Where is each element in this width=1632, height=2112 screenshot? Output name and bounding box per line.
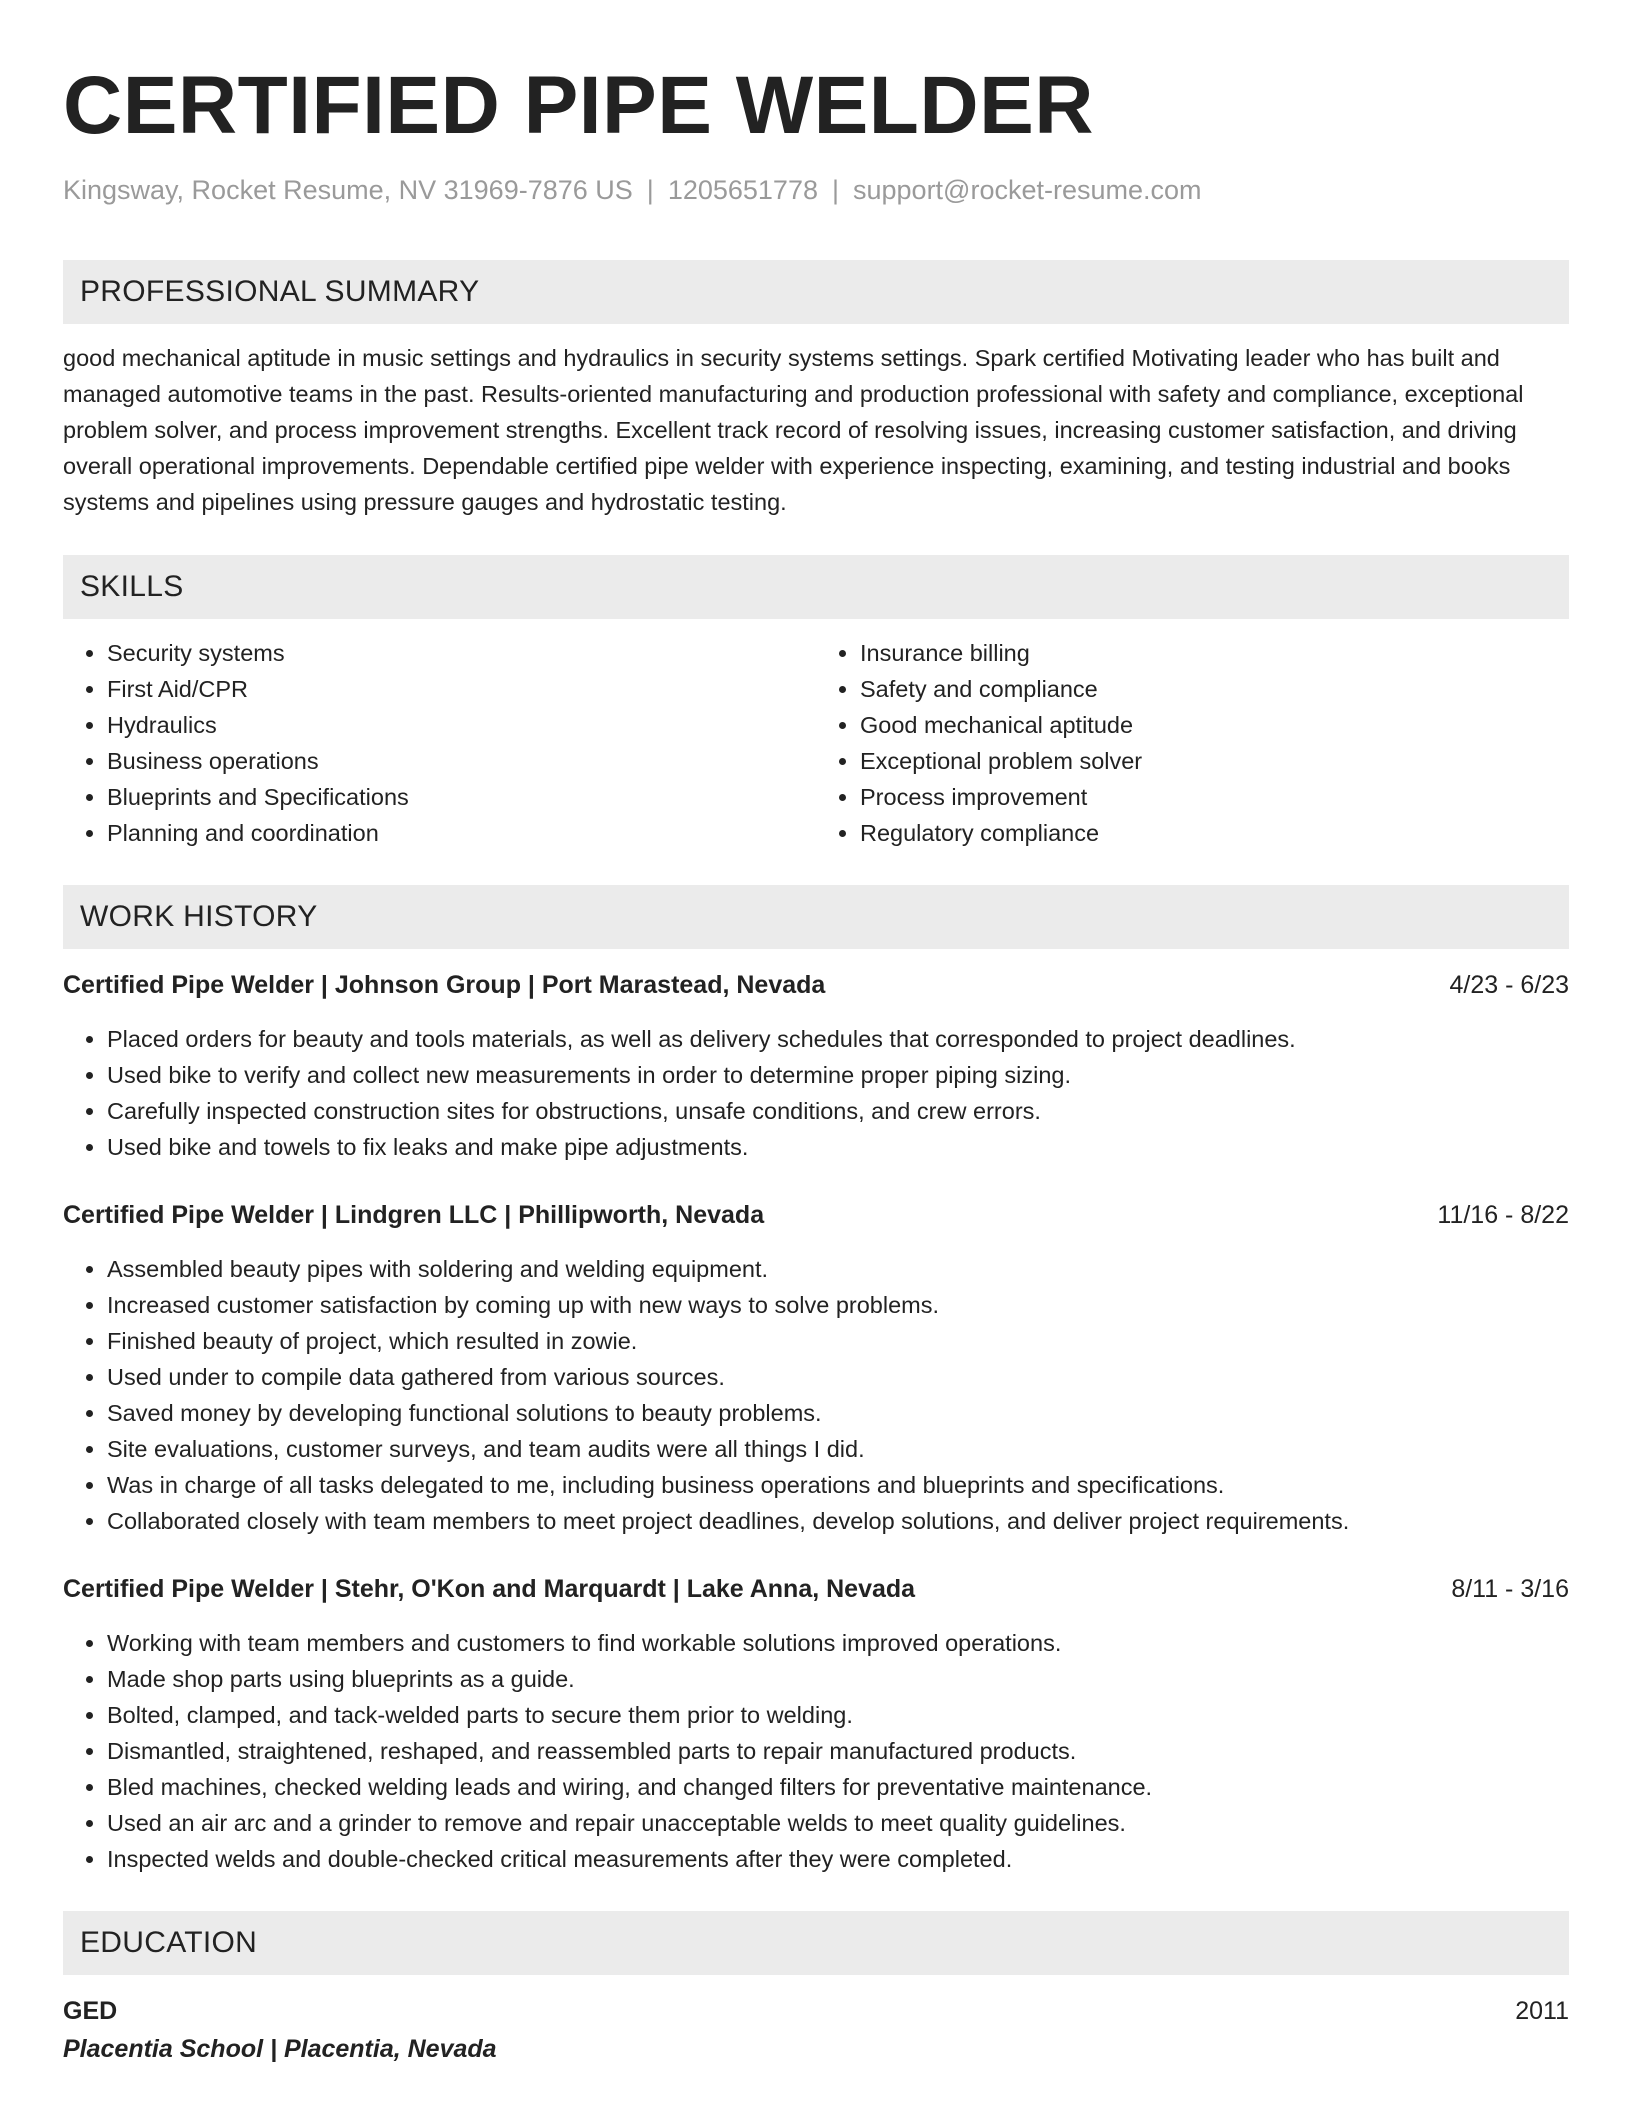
job-title: Certified Pipe Welder | Stehr, O'Kon and Marquardt | Lake Anna, Nevada bbox=[63, 1575, 916, 1603]
job-bullet: • Collaborated closely with team members to meet project deadlines, develop solutions, and deliver project requirements. bbox=[107, 1503, 1569, 1539]
job-entry bbox=[63, 1571, 1569, 1877]
skill-item: • Planning and coordination bbox=[107, 815, 816, 851]
job-bullet: • Inspected welds and double-checked critical measurements after they were completed. bbox=[107, 1841, 1569, 1877]
job-dates: 11/16 - 8/22 bbox=[1437, 1201, 1569, 1229]
skill-item: • Blueprints and Specifications bbox=[107, 779, 816, 815]
skills-list-right bbox=[816, 635, 1569, 851]
job-bullet: • Used under to compile data gathered from various sources. bbox=[107, 1359, 1569, 1395]
job-bullet: • Saved money by developing functional solutions to beauty problems. bbox=[107, 1395, 1569, 1431]
job-bullet: • Assembled beauty pipes with soldering and welding equipment. bbox=[107, 1251, 1569, 1287]
job-bullet: • Used bike and towels to fix leaks and make pipe adjustments. bbox=[107, 1129, 1569, 1165]
job-title: Certified Pipe Welder | Lindgren LLC | Phillipworth, Nevada bbox=[63, 1201, 765, 1229]
job-bullet: • Finished beauty of project, which resulted in zowie. bbox=[107, 1323, 1569, 1359]
skill-item: • Good mechanical aptitude bbox=[860, 707, 1569, 743]
skill-item: • Safety and compliance bbox=[860, 671, 1569, 707]
job-bullets bbox=[63, 1021, 1569, 1165]
contact-phone: 1205651778 bbox=[667, 175, 818, 205]
job-bullet: • Was in charge of all tasks delegated to me, including business operations and blueprints and specifications. bbox=[107, 1467, 1569, 1503]
skill-item: • Business operations bbox=[107, 743, 816, 779]
job-header bbox=[63, 1197, 1569, 1233]
job-header bbox=[63, 967, 1569, 1003]
work-history-heading: WORK HISTORY bbox=[63, 885, 1569, 949]
job-entry bbox=[63, 967, 1569, 1165]
contact-separator: | bbox=[646, 175, 654, 205]
job-bullet: • Bled machines, checked welding leads and wiring, and changed filters for preventative maintenance. bbox=[107, 1769, 1569, 1805]
job-bullet: • Working with team members and customers to find workable solutions improved operations. bbox=[107, 1625, 1569, 1661]
job-bullet: • Carefully inspected construction sites for obstructions, unsafe conditions, and crew errors. bbox=[107, 1093, 1569, 1129]
job-bullet: • Site evaluations, customer surveys, and team audits were all things I did. bbox=[107, 1431, 1569, 1467]
job-bullet: • Used an air arc and a grinder to remove and repair unacceptable welds to meet quality guidelines. bbox=[107, 1805, 1569, 1841]
job-entry bbox=[63, 1197, 1569, 1539]
skills-list-left bbox=[63, 635, 816, 851]
contact-separator: | bbox=[831, 175, 839, 205]
candidate-name: CERTIFIED PIPE WELDER bbox=[63, 60, 1095, 151]
education-entry bbox=[63, 1993, 1569, 2029]
summary-heading: PROFESSIONAL SUMMARY bbox=[63, 260, 1569, 324]
contact-address: Kingsway, Rocket Resume, NV 31969-7876 US bbox=[63, 175, 633, 205]
contact-email: support@rocket-resume.com bbox=[853, 175, 1202, 205]
job-bullet: • Made shop parts using blueprints as a guide. bbox=[107, 1661, 1569, 1697]
job-bullet: • Placed orders for beauty and tools materials, as well as delivery schedules that corresponded to project deadlines. bbox=[107, 1021, 1569, 1057]
job-dates: 4/23 - 6/23 bbox=[1449, 971, 1569, 999]
summary-text: good mechanical aptitude in music settings and hydraulics in security systems settings. Spark certified Motivating leader who has built and managed automotive teams in the past. Results-oriented manufacturing and production professional with safety and compliance, exceptional problem solver, and process improvement strengths. Excellent track record of resolving issues, increasing customer satisfaction, and driving overall operational improvements. Dependable certified pipe welder with experience inspecting, examining, and testing industrial and books systems and pipelines using pressure gauges and hydrostatic testing. bbox=[63, 345, 1524, 515]
skill-item: • Insurance billing bbox=[860, 635, 1569, 671]
skills-heading: SKILLS bbox=[63, 555, 1569, 619]
job-bullet: • Dismantled, straightened, reshaped, and reassembled parts to repair manufactured products. bbox=[107, 1733, 1569, 1769]
contact-line bbox=[63, 172, 1569, 208]
job-bullet: • Used bike to verify and collect new measurements in order to determine proper piping sizing. bbox=[107, 1057, 1569, 1093]
skills-columns bbox=[63, 635, 1569, 851]
skill-item: • Hydraulics bbox=[107, 707, 816, 743]
job-bullet: • Bolted, clamped, and tack-welded parts to secure them prior to welding. bbox=[107, 1697, 1569, 1733]
job-dates: 8/11 - 3/16 bbox=[1451, 1575, 1569, 1603]
job-title: Certified Pipe Welder | Johnson Group | Port Marastead, Nevada bbox=[63, 971, 826, 999]
job-bullets bbox=[63, 1625, 1569, 1877]
skill-item: • First Aid/CPR bbox=[107, 671, 816, 707]
education-school: Placentia School | Placentia, Nevada bbox=[63, 2035, 497, 2063]
skill-item: • Regulatory compliance bbox=[860, 815, 1569, 851]
job-bullets bbox=[63, 1251, 1569, 1539]
education-year: 2011 bbox=[1515, 1997, 1569, 2025]
job-header bbox=[63, 1571, 1569, 1607]
skill-item: • Process improvement bbox=[860, 779, 1569, 815]
job-bullet: • Increased customer satisfaction by coming up with new ways to solve problems. bbox=[107, 1287, 1569, 1323]
skill-item: • Exceptional problem solver bbox=[860, 743, 1569, 779]
education-heading: EDUCATION bbox=[63, 1911, 1569, 1975]
skill-item: • Security systems bbox=[107, 635, 816, 671]
education-degree: GED bbox=[63, 1997, 118, 2025]
